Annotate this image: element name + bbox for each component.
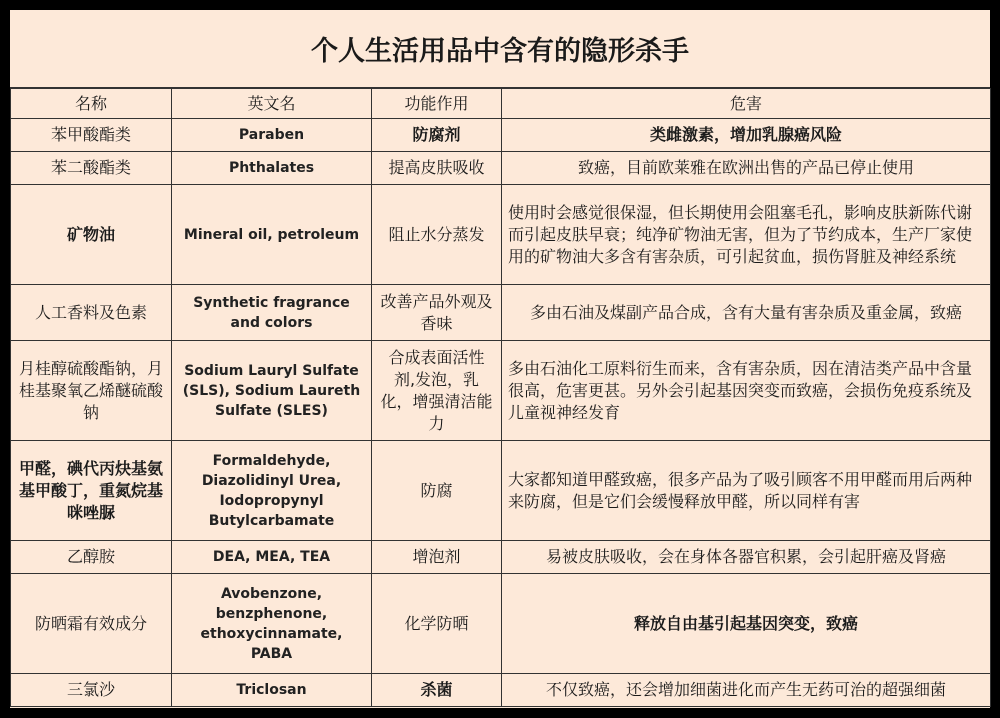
header-english: 英文名 bbox=[172, 89, 372, 119]
table-row bbox=[11, 441, 991, 541]
table-row bbox=[11, 152, 991, 185]
cell-english: DEA, MEA, TEA bbox=[172, 541, 372, 574]
cell-english: Paraben bbox=[172, 119, 372, 152]
cell-english: Triclosan bbox=[172, 674, 372, 707]
ingredients-table bbox=[10, 88, 991, 707]
table-row bbox=[11, 285, 991, 341]
header-name: 名称 bbox=[11, 89, 172, 119]
cell-name: 矿物油 bbox=[11, 185, 172, 285]
cell-name: 甲醛，碘代丙炔基氨基甲酸丁，重氮烷基咪唑脲 bbox=[11, 441, 172, 541]
cell-harm: 大家都知道甲醛致癌，很多产品为了吸引顾客不用甲醛而用后两种来防腐，但是它们会缓慢释放甲醛，所以同样有害 bbox=[502, 441, 991, 541]
cell-english: Synthetic fragrance and colors bbox=[172, 285, 372, 341]
cell-english: Sodium Lauryl Sulfate (SLS), Sodium Laureth Sulfate (SLES) bbox=[172, 341, 372, 441]
cell-function: 增泡剂 bbox=[372, 541, 502, 574]
cell-harm: 类雌激素，增加乳腺癌风险 bbox=[502, 119, 991, 152]
table-row bbox=[11, 119, 991, 152]
cell-harm: 使用时会感觉很保湿，但长期使用会阻塞毛孔，影响皮肤新陈代谢而引起皮肤早衰；纯净矿物油无害，但为了节约成本，生产厂家使用的矿物油大多含有害杂质，可引起贫血，损伤肾脏及神经系统 bbox=[502, 185, 991, 285]
table-row bbox=[11, 574, 991, 674]
cell-english: Mineral oil, petroleum bbox=[172, 185, 372, 285]
page-title: 个人生活用品中含有的隐形杀手 bbox=[10, 10, 990, 88]
cell-function: 阻止水分蒸发 bbox=[372, 185, 502, 285]
cell-harm: 易被皮肤吸收，会在身体各器官积累，会引起肝癌及肾癌 bbox=[502, 541, 991, 574]
cell-function: 杀菌 bbox=[372, 674, 502, 707]
cell-harm: 不仅致癌，还会增加细菌进化而产生无药可治的超强细菌 bbox=[502, 674, 991, 707]
table-row bbox=[11, 185, 991, 285]
table-row bbox=[11, 341, 991, 441]
cell-function: 防腐剂 bbox=[372, 119, 502, 152]
cell-function: 改善产品外观及香味 bbox=[372, 285, 502, 341]
cell-function: 化学防晒 bbox=[372, 574, 502, 674]
cell-harm: 多由石油化工原料衍生而来，含有害杂质，因在清洁类产品中含量很高，危害更甚。另外会引起基因突变而致癌，会损伤免疫系统及儿童视神经发育 bbox=[502, 341, 991, 441]
cell-english: Avobenzone, benzphenone, ethoxycinnamate, PABA bbox=[172, 574, 372, 674]
cell-function: 提高皮肤吸收 bbox=[372, 152, 502, 185]
cell-name: 防晒霜有效成分 bbox=[11, 574, 172, 674]
cell-function: 合成表面活性剂,发泡，乳化，增强清洁能力 bbox=[372, 341, 502, 441]
cell-english: Phthalates bbox=[172, 152, 372, 185]
cell-name: 月桂醇硫酸酯钠，月桂基聚氧乙烯醚硫酸钠 bbox=[11, 341, 172, 441]
table-header-row bbox=[11, 89, 991, 119]
cell-function: 防腐 bbox=[372, 441, 502, 541]
header-function: 功能作用 bbox=[372, 89, 502, 119]
cell-name: 苯甲酸酯类 bbox=[11, 119, 172, 152]
header-harm: 危害 bbox=[502, 89, 991, 119]
table-row bbox=[11, 541, 991, 574]
cell-harm: 致癌，目前欧莱雅在欧洲出售的产品已停止使用 bbox=[502, 152, 991, 185]
document-sheet bbox=[10, 10, 990, 708]
cell-name: 人工香料及色素 bbox=[11, 285, 172, 341]
cell-name: 三氯沙 bbox=[11, 674, 172, 707]
cell-harm: 释放自由基引起基因突变，致癌 bbox=[502, 574, 991, 674]
cell-english: Formaldehyde, Diazolidinyl Urea, Iodopropynyl Butylcarbamate bbox=[172, 441, 372, 541]
cell-name: 乙醇胺 bbox=[11, 541, 172, 574]
cell-name: 苯二酸酯类 bbox=[11, 152, 172, 185]
cell-harm: 多由石油及煤副产品合成，含有大量有害杂质及重金属，致癌 bbox=[502, 285, 991, 341]
table-row bbox=[11, 674, 991, 707]
